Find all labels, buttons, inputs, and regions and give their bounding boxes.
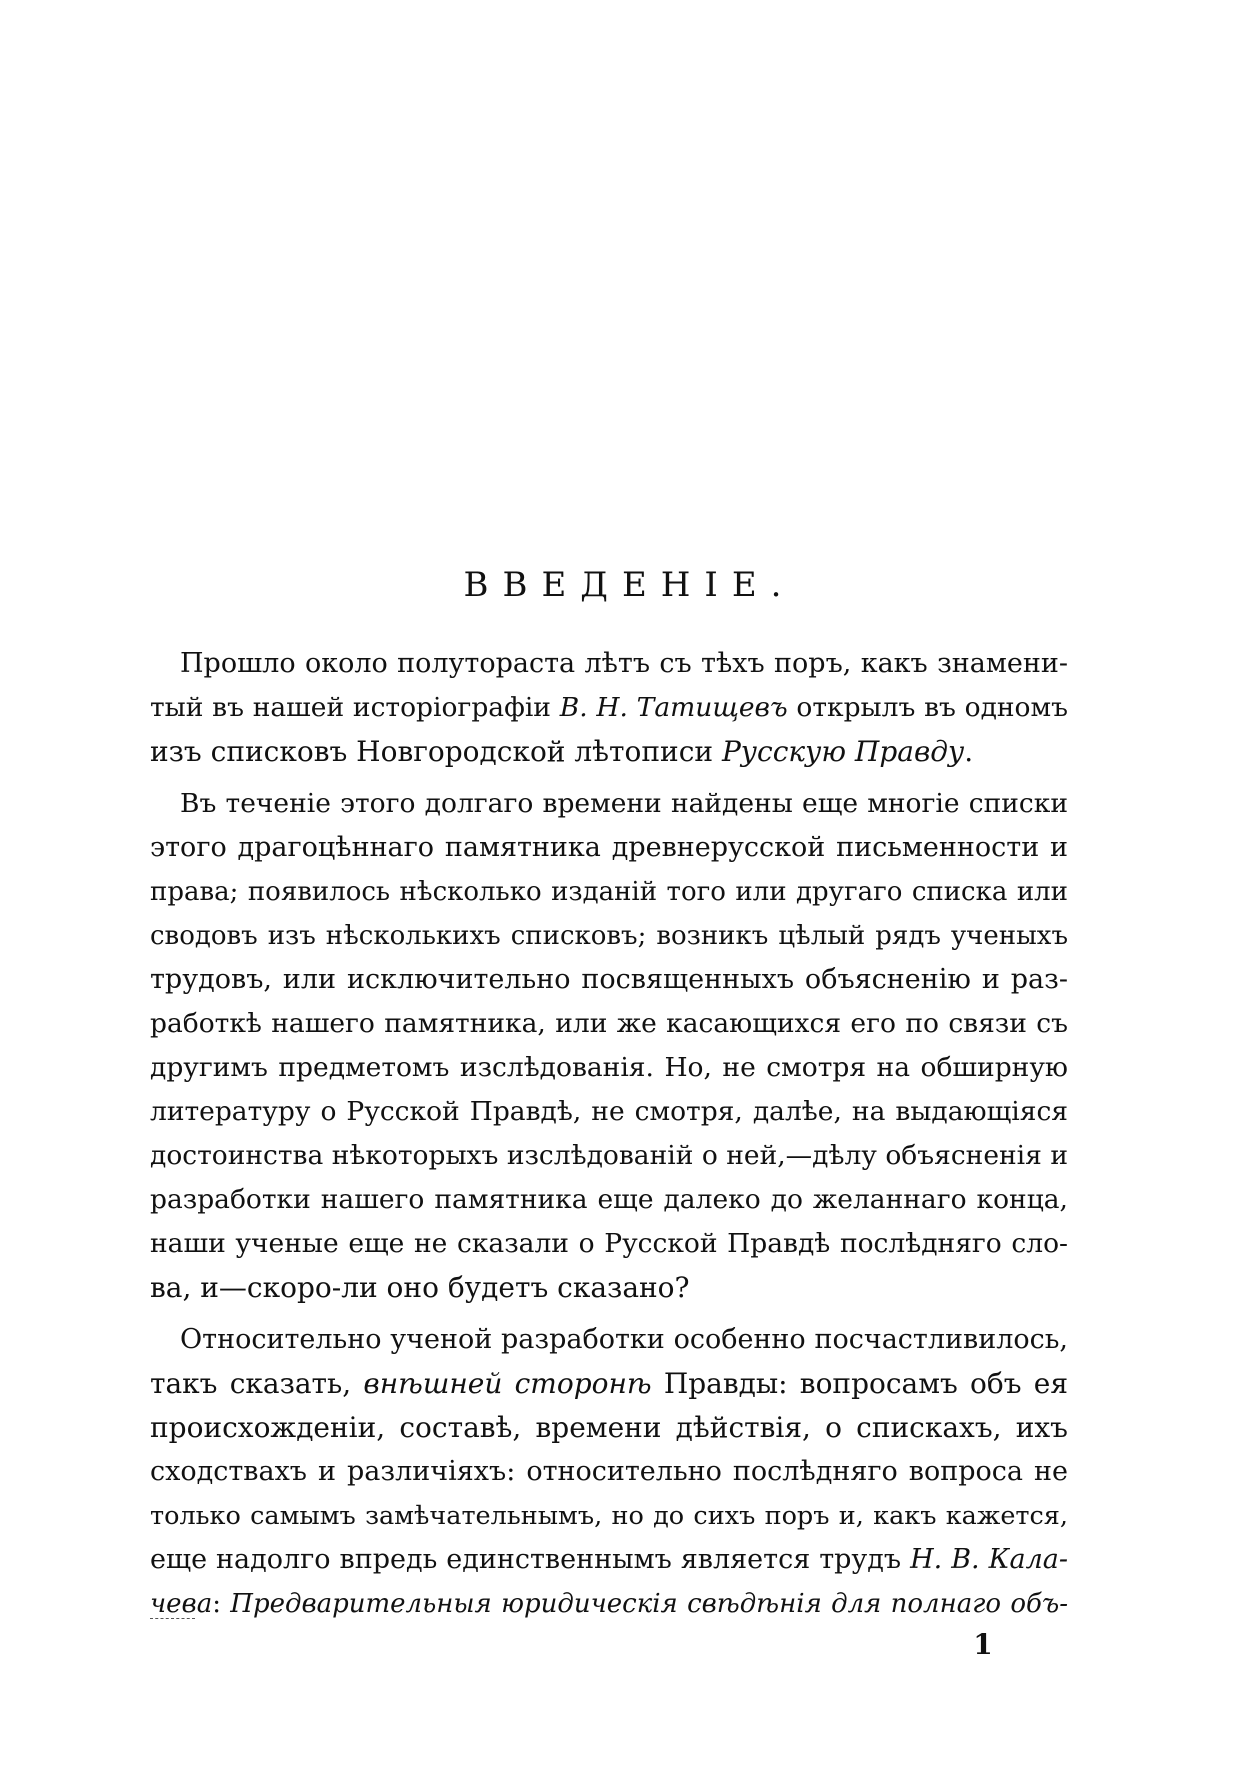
text-line: тый въ нашей исторіографіи В. Н. Татищевъ открылъ въ одномъ — [150, 692, 1068, 723]
text-line: права; появилось нѣсколько изданій того или другаго списка или — [150, 877, 1068, 907]
emphasis-text: внѣшней сторонѣ — [363, 1367, 652, 1400]
text-line: изъ списковъ Новгородской лѣтописи Русскую Правду. — [150, 735, 974, 768]
text-line: еще надолго впредь единственнымъ является трудъ Н. В. Кала- — [150, 1544, 1068, 1575]
text-line: чева: Предварительныя юридическія свѣдѣнія для полнаго объ- — [150, 1589, 1068, 1619]
chapter-heading: ВВЕДЕНІЕ. — [463, 565, 796, 605]
work-title: Русскую Правду — [721, 735, 965, 768]
text-line: наши ученые еще не сказали о Русской Правдѣ послѣдняго сло- — [150, 1228, 1068, 1259]
work-title: Предварительныя юридическія свѣдѣнія для полнаго объ- — [230, 1589, 1068, 1619]
text-line: сводовъ изъ нѣсколькихъ списковъ; возникъ цѣлый рядъ ученыхъ — [150, 921, 1068, 951]
text-line: ва, и—скоро-ли оно будетъ сказано? — [150, 1271, 690, 1304]
text-line: Въ теченіе этого долгаго времени найдены еще многіе списки — [180, 788, 1068, 819]
author-name: чева — [150, 1589, 213, 1619]
text-line: происхожденіи, составѣ, времени дѣйствія, о спискахъ, ихъ — [150, 1411, 1068, 1444]
footnote-rule — [150, 1618, 195, 1619]
text-line: достоинства нѣкоторыхъ изслѣдованій о ней,—дѣлу объясненія и — [150, 1140, 1068, 1171]
page-number: 1 — [973, 1628, 993, 1661]
text-line: сходствахъ и различіяхъ: относительно послѣдняго вопроса не — [150, 1456, 1068, 1487]
text-line: Относительно ученой разработки особенно посчастливилось, — [180, 1324, 1068, 1355]
author-name: В. Н. Татищевъ — [559, 692, 788, 723]
text-line: Прошло около полутораста лѣтъ съ тѣхъ поръ, какъ знамени- — [180, 648, 1068, 679]
text-line: работкѣ нашего памятника, или же касающихся его по связи съ — [150, 1008, 1068, 1039]
text-line: трудовъ, или исключительно посвященныхъ объясненію и раз- — [150, 964, 1068, 995]
body-text — [150, 642, 1068, 1626]
text-line: этого драгоцѣннаго памятника древнерусской письменности и — [150, 832, 1068, 863]
text-line: такъ сказать, внѣшней сторонѣ Правды: вопросамъ объ ея — [150, 1367, 1069, 1400]
text-line: другимъ предметомъ изслѣдованія. Но, не смотря на обширную — [150, 1052, 1068, 1083]
text-line: литературу о Русской Правдѣ, не смотря, далѣе, на выдающіяся — [150, 1096, 1068, 1127]
text-line: разработки нашего памятника еще далеко до желаннаго конца, — [150, 1184, 1068, 1215]
author-name: Н. В. Кала- — [910, 1544, 1068, 1575]
text-line: только самымъ замѣчательнымъ, но до сихъ поръ и, какъ кажется, — [150, 1501, 1068, 1531]
